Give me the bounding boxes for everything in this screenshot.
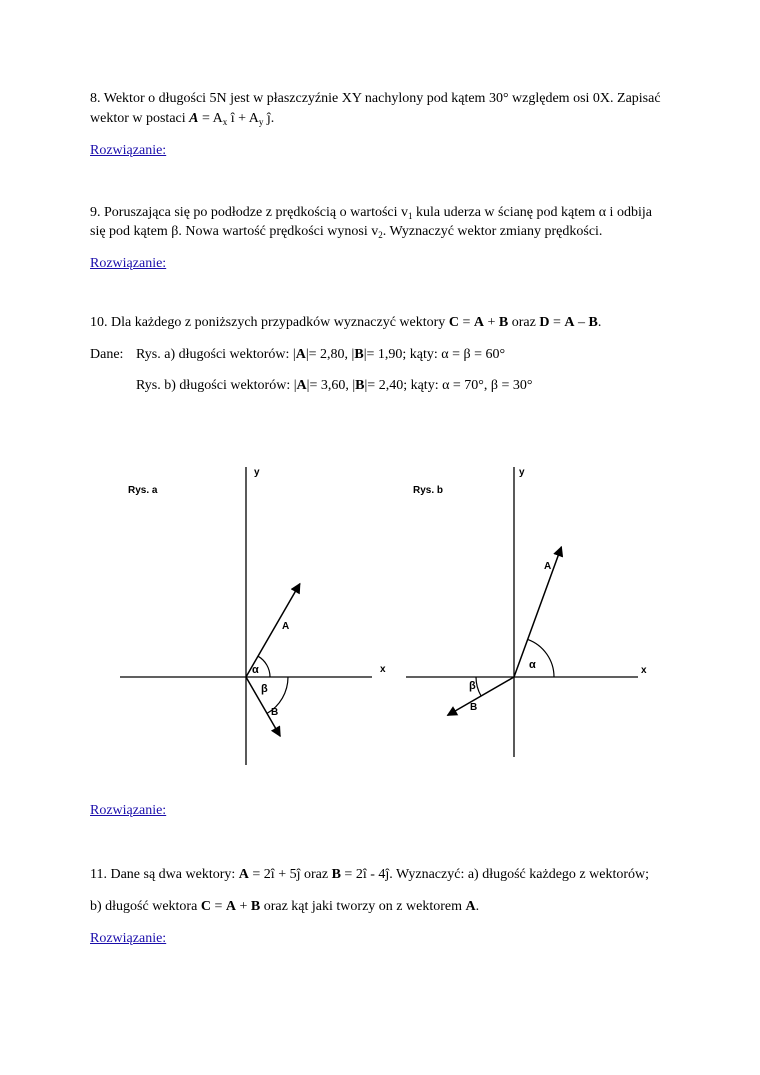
p10-solution-link[interactable]: Rozwiązanie: — [90, 803, 167, 818]
p9-line1: 9. Poruszająca się po podłodze z prędkością o wartości $v_1$ kula uderza w ścianę pod kątem α i odbija — [90, 205, 652, 221]
vector-figures — [110, 455, 660, 775]
figure-b-beta-arc — [476, 677, 481, 696]
p10-given-label: Dane: — [90, 347, 124, 362]
figure-a-title: Rys. a — [128, 485, 158, 496]
p8-line2: wektor w postaci $A = A_x$ î + $A_y$ ĵ. — [90, 111, 275, 127]
figure-b-y-label: y — [519, 467, 525, 478]
figure-b-x-label: x — [641, 665, 647, 676]
figure-b-alpha: α — [529, 659, 536, 671]
p10-rys-a-data: Rys. a) długości wektorów: |A|= 2,80, |B|= 1,90; kąty: α = β = 60° — [136, 347, 506, 362]
figure-a-vector-A — [246, 584, 300, 677]
figure-b-vector-A — [514, 547, 561, 677]
figure-b-label-B: B — [470, 702, 478, 713]
p8-solution-link[interactable]: Rozwiązanie: — [90, 143, 167, 158]
figure-a-alpha-arc — [258, 656, 270, 677]
figure-a-label-A: A — [282, 621, 290, 632]
figure-b — [406, 467, 647, 757]
p8-line1: 8. Wektor o długości 5N jest w płaszczyźnie XY nachylony pod kątem 30° względem osi 0X. Zapisać — [90, 91, 661, 106]
p11-line1: 11. Dane są dwa wektory: A = 2î + 5ĵ oraz B = 2î - 4ĵ. Wyznaczyć: a) długość każdego z wektorów; — [90, 867, 649, 882]
figure-b-label-A: A — [544, 561, 552, 572]
figure-a-beta: β — [261, 683, 268, 695]
figure-a — [120, 467, 386, 765]
p9-solution-link[interactable]: Rozwiązanie: — [90, 256, 167, 271]
figure-a-x-label: x — [380, 664, 386, 675]
p11-solution-link[interactable]: Rozwiązanie: — [90, 931, 167, 946]
p9-line2: się pod kątem β. Nowa wartość prędkości wynosi $v_2$. Wyznaczyć wektor zmiany prędkości. — [90, 224, 603, 240]
figure-a-label-B: B — [271, 707, 279, 718]
p11-line2: b) długość wektora C = A + B oraz kąt jaki tworzy on z wektorem A. — [90, 899, 480, 914]
figure-a-y-label: y — [254, 467, 260, 478]
figure-b-beta: β — [469, 680, 476, 692]
p10-rys-b-data: Rys. b) długości wektorów: |A|= 3,60, |B|= 2,40; kąty: α = 70°, β = 30° — [136, 378, 533, 393]
figure-b-title: Rys. b — [413, 485, 444, 496]
figure-a-alpha: α — [252, 664, 259, 676]
p10-intro: 10. Dla każdego z poniższych przypadków wyznaczyć wektory C = A + B oraz D = A – B. — [90, 315, 602, 330]
